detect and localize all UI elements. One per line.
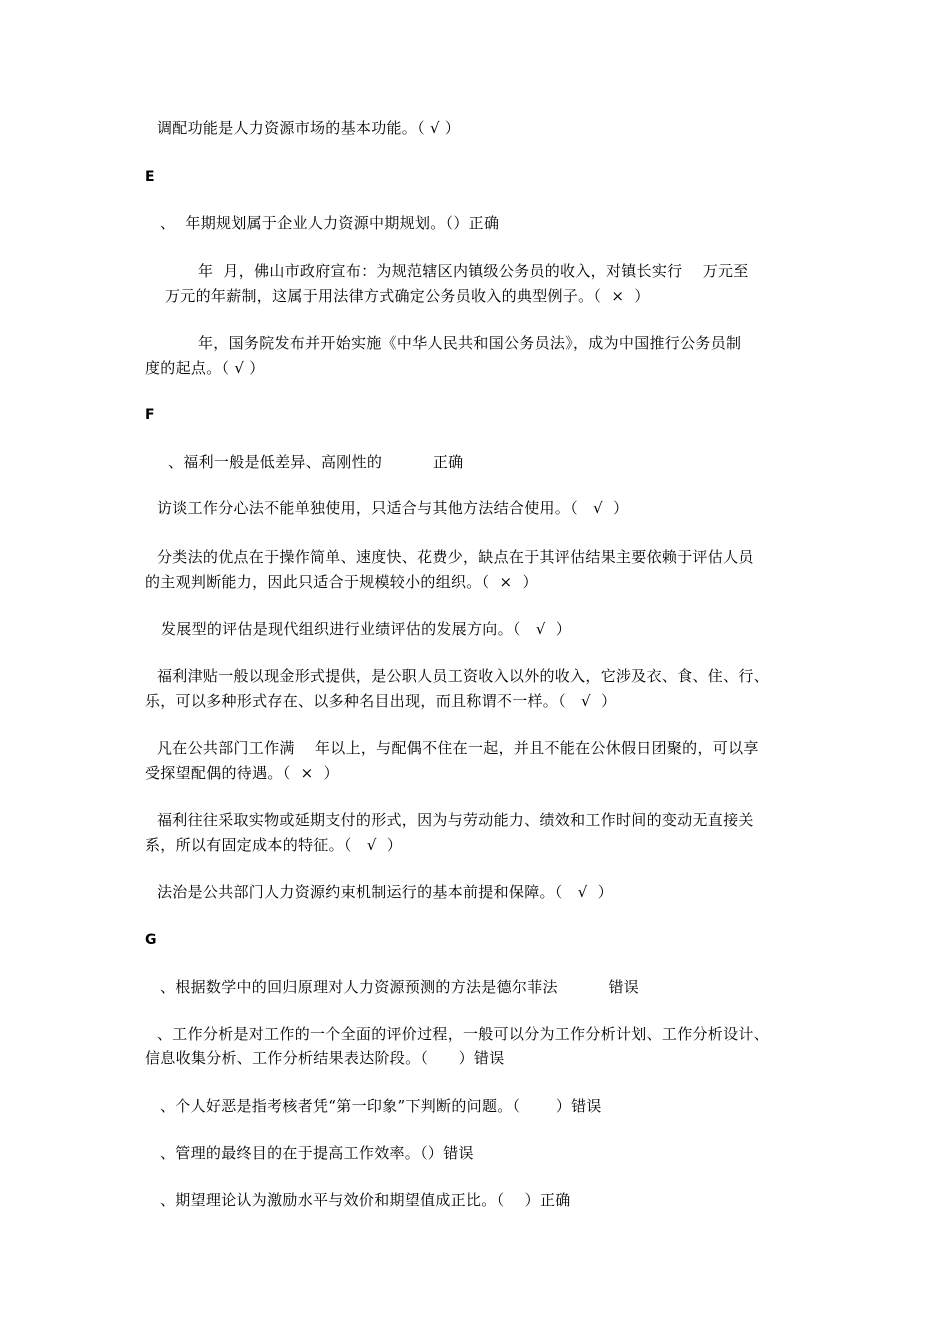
section-heading-e: E bbox=[145, 169, 155, 185]
statement-text: 、工作分析是对工作的一个全面的评价过程，一般可以分为工作分析计划、工作分析设计、 bbox=[157, 1025, 770, 1043]
statement-text: 年 月，佛山市政府宣布：为规范辖区内镇级公务员的收入，对镇长实行 万元至 bbox=[198, 262, 749, 280]
statement-text: 、管理的最终目的在于提高工作效率。（）错误 bbox=[160, 1144, 474, 1162]
statement-text: 访谈工作分心法不能单独使用，只适合与其他方法结合使用。（ √ ） bbox=[157, 499, 629, 517]
statement-text: 福利津贴一般以现金形式提供，是公职人员工资收入以外的收入，它涉及衣、食、住、行、 bbox=[157, 667, 770, 685]
statement-text: 分类法的优点在于操作简单、速度快、花费少，缺点在于其评估结果主要依赖于评估人员 bbox=[157, 548, 754, 566]
statement-text: 调配功能是人力资源市场的基本功能。（ √ ） bbox=[157, 119, 461, 137]
section-heading-g: G bbox=[145, 932, 157, 948]
statement-text: 法治是公共部门人力资源约束机制运行的基本前提和保障。（ √ ） bbox=[157, 883, 614, 901]
statement-text: 、福利一般是低差异、高刚性的 正确 bbox=[168, 453, 464, 471]
statement-text: 发展型的评估是现代组织进行业绩评估的发展方向。（ √ ） bbox=[161, 620, 572, 638]
statement-text: 信息收集分析、工作分析结果表达阶段。（ ）错误 bbox=[145, 1049, 505, 1067]
statement-text: 的主观判断能力，因此只适合于规模较小的组织。（ × ） bbox=[145, 573, 538, 591]
statement-text: 乐，可以多种形式存在、以多种名目出现，而且称谓不一样。（ √ ） bbox=[145, 692, 617, 710]
statement-text: 系，所以有固定成本的特征。（ √ ） bbox=[145, 836, 403, 854]
statement-text: 年，国务院发布并开始实施《中华人民共和国公务员法》，成为中国推行公务员制 bbox=[198, 334, 742, 352]
statement-text: 万元的年薪制，这属于用法律方式确定公务员收入的典型例子。（ × ） bbox=[165, 287, 650, 305]
statement-text: 福利往往采取实物或延期支付的形式，因为与劳动能力、绩效和工作时间的变动无直接关 bbox=[157, 811, 754, 829]
statement-text: 凡在公共部门工作满 年以上，与配偶不住在一起，并且不能在公休假日团聚的，可以享 bbox=[157, 739, 759, 757]
statement-text: 、个人好恶是指考核者凭“第一印象”下判断的问题。（ ）错误 bbox=[160, 1097, 602, 1115]
statement-text: 受探望配偶的待遇。（ × ） bbox=[145, 764, 339, 782]
statement-text: 、根据数学中的回归原理对人力资源预测的方法是德尔菲法 错误 bbox=[160, 978, 640, 996]
statement-text: 、 年期规划属于企业人力资源中期规划。（）正确 bbox=[160, 214, 500, 232]
statement-text: 度的起点。（ √ ） bbox=[145, 359, 265, 377]
statement-text: 、期望理论认为激励水平与效价和期望值成正比。（ ）正确 bbox=[160, 1191, 571, 1209]
section-heading-f: F bbox=[145, 407, 155, 423]
